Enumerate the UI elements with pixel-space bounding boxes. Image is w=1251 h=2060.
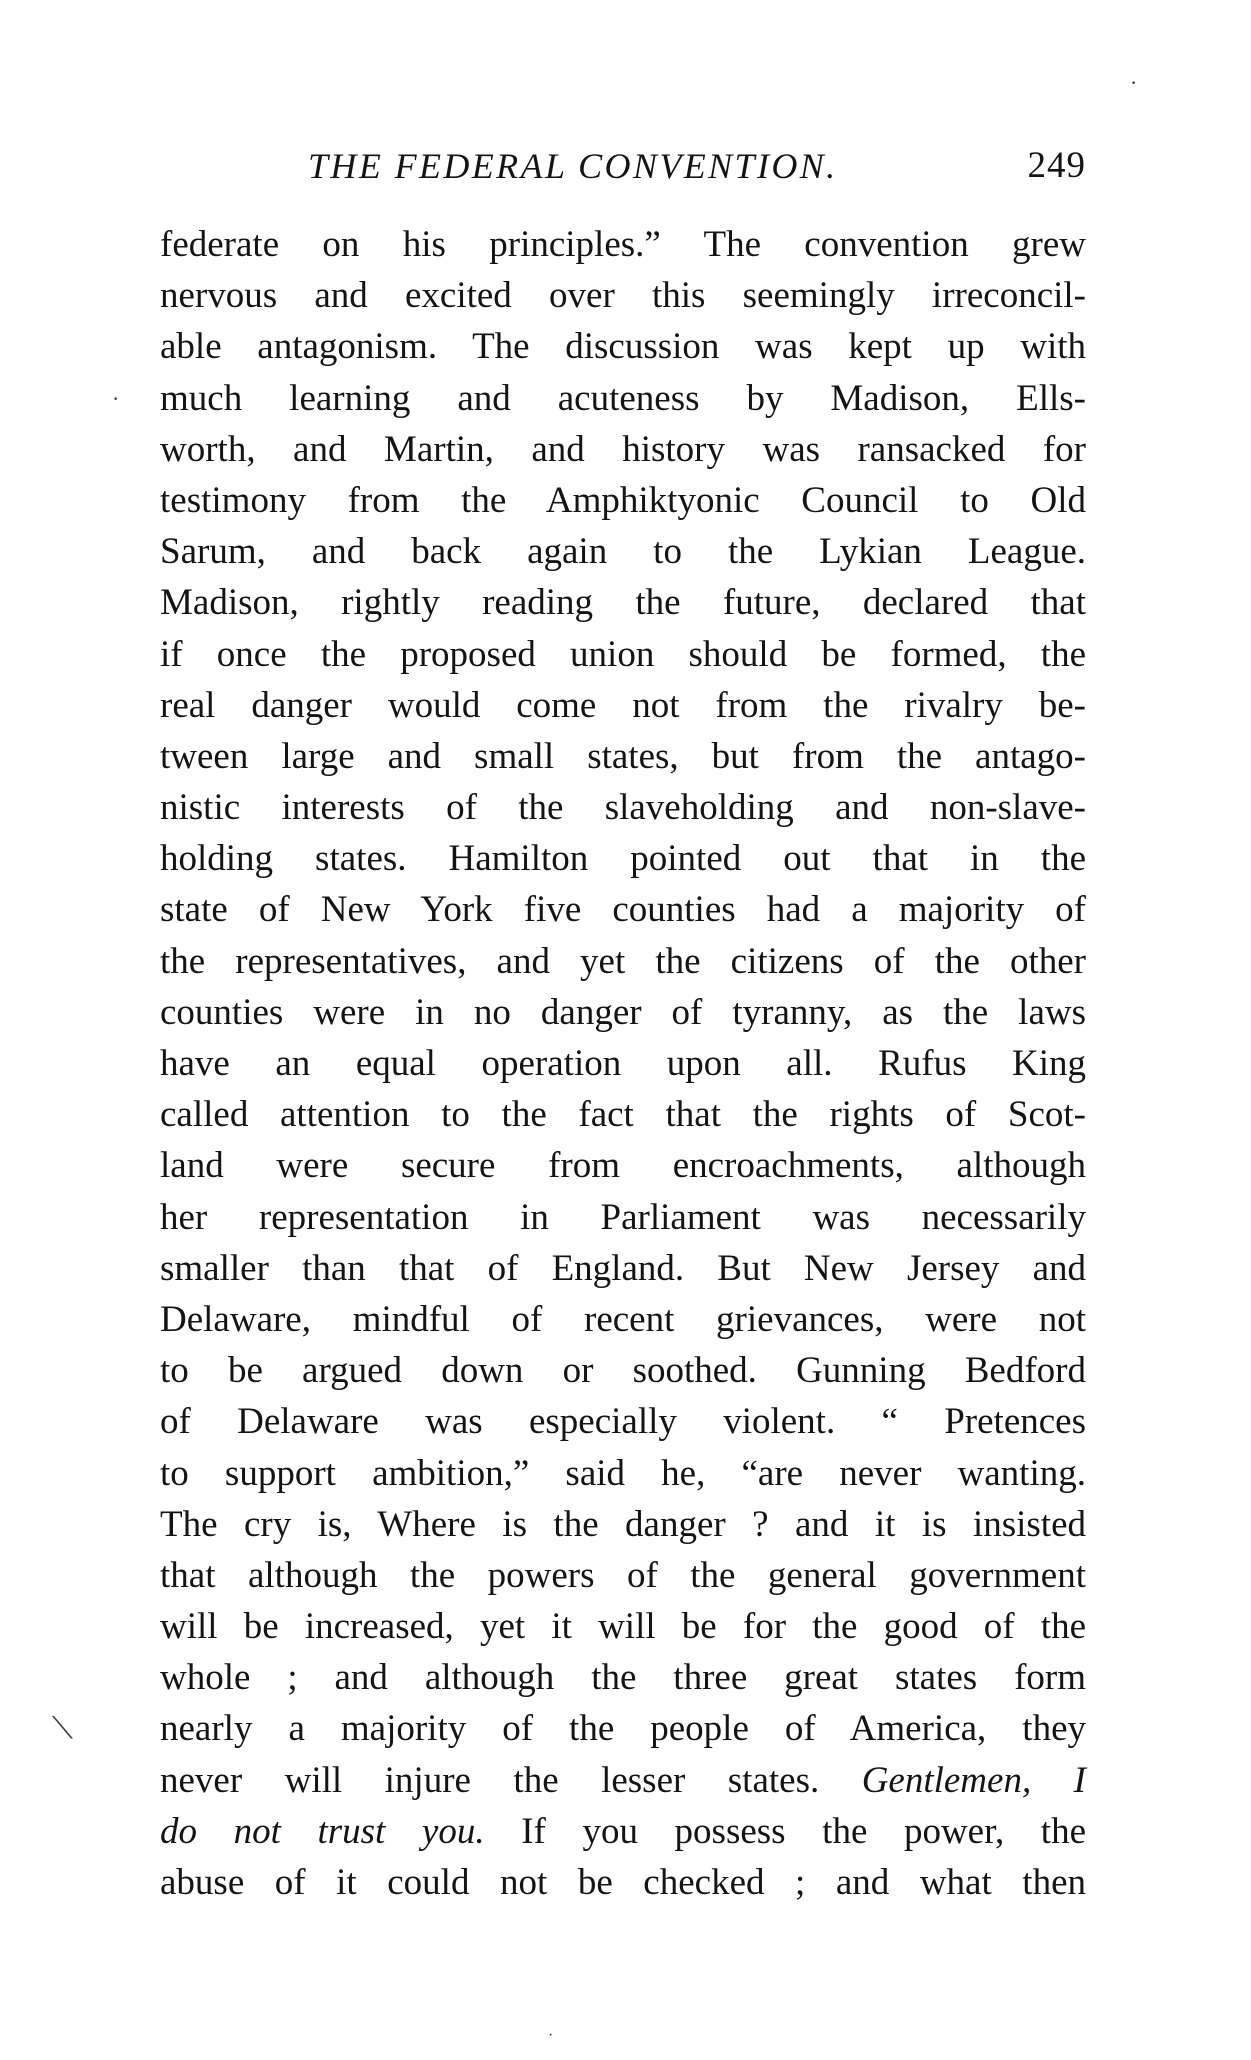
page-number: 249 [1027,145,1086,186]
text-line: nervous and excited over this seemingly irreconcil- [160,275,1086,317]
body-text [160,219,1086,1908]
text-line: counties were in no danger of tyranny, as the laws [160,991,1086,1033]
text-line: of Delaware was especially violent. “ Pretences [160,1401,1086,1443]
italic-emphasis: Gentlemen, I [861,1759,1086,1801]
running-head [160,138,1086,194]
text-line: able antagonism. The discussion was kept up with [160,326,1086,368]
text-line: the representatives, and yet the citizens of the other [160,940,1086,982]
text-line: if once the proposed union should be formed, the [160,633,1086,675]
scan-speck-mark: · [548,2027,554,2044]
text-line: land were secure from encroachments, although [160,1145,1086,1187]
text-line: called attention to the fact that the rights of Scot- [160,1094,1086,1136]
text-line: that although the powers of the general government [160,1554,1086,1596]
text-line: testimony from the Amphiktyonic Council to Old [160,479,1086,521]
scan-speck-mark: · [1130,70,1138,95]
text-line: much learning and acuteness by Madison, Ells- [160,377,1086,419]
text-line: to be argued down or soothed. Gunning Bedford [160,1350,1086,1392]
text-line: her representation in Parliament was necessarily [160,1196,1086,1238]
text-line: whole ; and although the three great states form [160,1657,1086,1699]
running-title: THE FEDERAL CONVENTION. [308,146,838,186]
text-line [160,1806,1086,1857]
text-line: nistic interests of the slaveholding and non-slave- [160,787,1086,829]
text-line: have an equal operation upon all. Rufus King [160,1043,1086,1084]
text-line: to support ambition,” said he, “are never wanting. [160,1452,1086,1494]
text-line: Madison, rightly reading the future, declared that [160,582,1086,624]
scan-stray-mark: ⟍ [52,1712,73,1745]
text-line: holding states. Hamilton pointed out that in the [160,838,1086,880]
text-line: will be increased, yet it will be for the good of the [160,1606,1086,1648]
text-run: never will injure the lesser states. [160,1759,862,1801]
text-line: Delaware, mindful of recent grievances, were not [160,1298,1086,1340]
text-line: The cry is, Where is the danger ? and it is insisted [160,1503,1086,1545]
text-line: real danger would come not from the rivalry be- [160,684,1086,726]
italic-emphasis: do not trust you. [160,1810,485,1852]
text-line [160,1755,1086,1806]
text-line: abuse of it could not be checked ; and what then [160,1862,1086,1903]
scan-speck-mark: · [112,386,120,411]
text-line: state of New York five counties had a majority of [160,889,1086,931]
text-line: tween large and small states, but from the antago- [160,735,1086,777]
text-line: smaller than that of England. But New Jersey and [160,1247,1086,1289]
text-line: federate on his principles.” The convention grew [160,224,1086,265]
text-run: If you possess the power, the [484,1810,1086,1852]
text-line: Sarum, and back again to the Lykian League. [160,531,1086,573]
text-line: worth, and Martin, and history was ransacked for [160,428,1086,470]
text-line: nearly a majority of the people of America, they [160,1708,1086,1750]
